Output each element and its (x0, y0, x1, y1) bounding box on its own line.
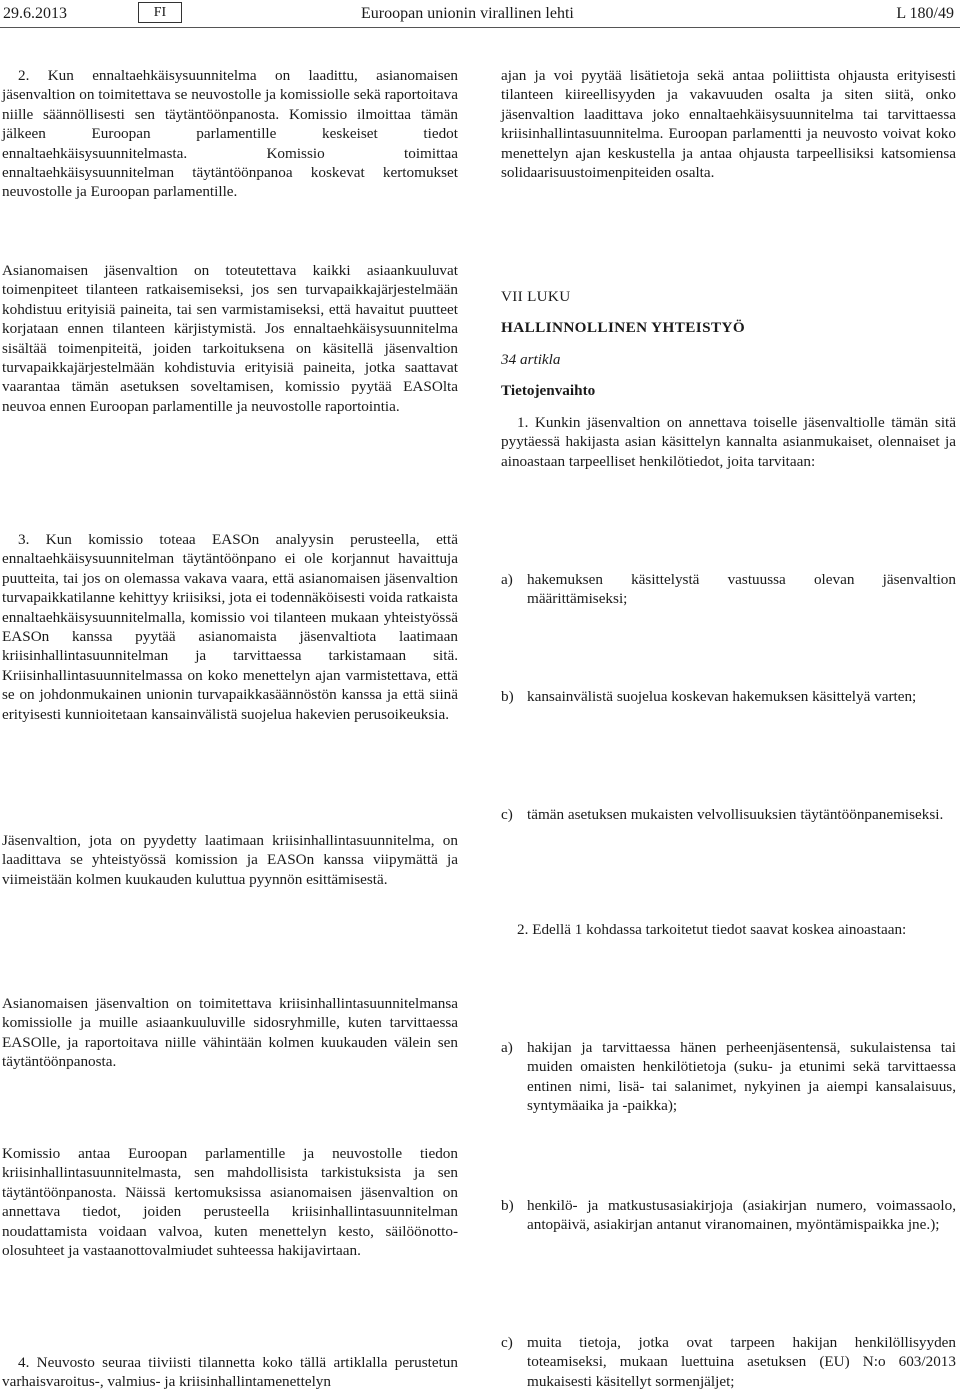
page-reference: L 180/49 (896, 5, 954, 22)
paragraph-crisis-plan-reporting: Asianomaisen jäsenvaltion on toimitettava kriisinhallintasuunnitelmansa komissiolle ja muille asiaankuuluville sidosryhmille, kuten tarvittaessa EASOlle, ja raportoitava niille vähintään kolmen kuukauden välein sen täytäntöönpanosta. (2, 995, 458, 1071)
list-item-text: hakemuksen käsittelystä vastuussa olevan jäsenvaltion määrittämiseksi; (527, 571, 956, 608)
list-item-label: c) (501, 806, 513, 823)
list-item-text: muita tietoja, jotka ovat tarpeen hakijan henkilöllisyyden toteamiseksi, mukaan luettuina asetuksen (EU) N:o 603/2013 mukaisesti käsitellyt sormenjäljet; (527, 1334, 956, 1390)
language-badge: FI (138, 2, 182, 23)
list-item-label: a) (501, 1039, 513, 1056)
article-title: Tietojenvaihto (501, 382, 596, 399)
paragraph-member-state-measures: Asianomaisen jäsenvaltion on toteutettava kaikki asiaankuuluvat toimenpiteet tilanteen ratkaisemiseksi, jos sen turvapaikkajärjestelmään kohdistuu erityisiä paineita, tai sen varmistamiseksi, että havaitut puutteet korjataan ennen tilanteen kärjistymistä. Jos ennaltaehkäisysuunnitelma sisältää toimenpiteitä, joiden tarkoituksena on käsitellä jäsenvaltion turvapaikkajärjestelmään kohdistuvia erityisiä paineita, jotka saattavat vaarantaa tämän asetuksen soveltamisen, komissio pyytää EASOlta neuvoa ennen Euroopan parlamentille ja neuvostolle raportointia. (2, 262, 458, 415)
paragraph-1-information-exchange: 1. Kunkin jäsenvaltion on annettava toiselle jäsenvaltiolle tämän sitä pyytäessä hakijasta asian käsittelyn kannalta asianmukaiset, olennaiset ja ainoastaan tarpeelliset henkilötiedot, joita tarvitaan: (501, 414, 956, 470)
chapter-number: VII LUKU (501, 288, 571, 305)
page-header (0, 0, 960, 34)
list-item-text: kansainvälistä suojelua koskevan hakemuksen käsittelyä varten; (527, 688, 917, 705)
list-item-label: b) (501, 688, 514, 705)
journal-title: Euroopan unionin virallinen lehti (361, 5, 574, 22)
list-item-text: hakijan ja tarvittaessa hänen perheenjäsentensä, sukulaistensa tai muiden omaisten henkilötietoja (suku- ja etunimi sekä tarvittaessa entinen nimi, lisä- tai salanimet, nykyinen ja aiempi kansalaisuus, syntymäaika ja -paikka); (527, 1039, 956, 1115)
paragraph-crisis-plan-drafting: Jäsenvaltion, jota on pyydetty laatimaan kriisinhallintasuunnitelma, on laadittava se yhteistyössä komission ja EASOn kanssa viipymättä ja viimeistään kolmen kuukauden kuluttua pyynnön esittämisestä. (2, 832, 458, 888)
chapter-title: HALLINNOLLINEN YHTEISTYÖ (501, 319, 746, 336)
paragraph-commission-information: Komissio antaa Euroopan parlamentille ja neuvostolle tiedon kriisinhallintasuunnitelmasta, sen mahdollisista tarkistuksista ja sen täytäntöönpanosta. Näissä kertomuksissa asianomaisen jäsenvaltion on annettava tiedot, joiden perusteella kriisinhallintasuunnitelman noudattamista voidaan valvoa, kuten menettelyn kesto, säilöönotto-olosuhteet ja vastaanottovalmiudet suhteessa hakijavirtaan. (2, 1145, 458, 1260)
list-item-text: henkilö- ja matkustusasiakirjoja (asiakirjan numero, voimassaolo, antopäivä, asiakirjan antanut viranomainen, myöntämispaikka jne.); (527, 1197, 956, 1234)
paragraph-2-information-scope: 2. Edellä 1 kohdassa tarkoitetut tiedot saavat koskea ainoastaan: (517, 921, 907, 938)
paragraph-continued: ajan ja voi pyytää lisätietoja sekä antaa poliittista ohjausta erityisesti tilanteen kiireellisyyden ja vakavuuden osalta ja siten siitä, onko jäsenvaltion laadittava joko ennaltaehkäisysuunnitelma tai tarvittaessa kriisinhallintasuunnitelma. Euroopan parlamentti ja neuvosto voivat koko menettelyn ajan keskustella ja antaa ohjausta tarpeellisiksi katsomiensa solidaarisuustoimenpiteiden osalta. (501, 67, 956, 182)
paragraph-2-prevention-plan: 2. Kun ennaltaehkäisysuunnitelma on laadittu, asianomaisen jäsenvaltion on toimitettava se neuvostolle ja komissiolle sekä raportoitava niille säännöllisesti sen täytäntöönpanosta. Komissio ilmoittaa tämän jälkeen Euroopan parlamentille keskeiset tiedot ennaltaehkäisysuunnitelmasta. Komissio toimittaa ennaltaehkäisysuunnitelman täytäntöönpanoa koskevat kertomukset neuvostolle ja Euroopan parlamentille. (2, 67, 458, 201)
publication-date: 29.6.2013 (3, 5, 67, 22)
paragraph-4-council-monitoring: 4. Neuvosto seuraa tiiviisti tilannetta koko tällä artiklalla perustetun varhaisvaroitus-, valmius- ja kriisinhallintamenettelyn (2, 1354, 458, 1391)
list-item-label: c) (501, 1334, 513, 1351)
list-item-label: b) (501, 1197, 514, 1214)
list-item-label: a) (501, 571, 513, 588)
list-item-text: tämän asetuksen mukaisten velvollisuuksien täytäntöönpanemiseksi. (527, 806, 944, 823)
article-number: 34 artikla (501, 351, 561, 368)
paragraph-3-crisis-plan: 3. Kun komissio toteaa EASOn analyysin perusteella, että ennaltaehkäisysuunnitelman täytäntöönpano ei ole korjannut havaittuja puutteita, tai jos on olemassa vakava vaara, että asianomaisen jäsenvaltion turvapaikkatilanne kehittyy kriisiksi, jota ei todennäköisesti voida ratkaista ennaltaehkäisysuunnitelmalla, komissio voi tilanteen mukaan yhteistyössä EASOn kanssa pyytää asianomaista jäsenvaltiota laatimaan kriisinhallintasuunnitelman ja tarvittaessa tarkistamaan sitä. Kriisinhallintasuunnitelmassa on koko menettelyn ajan varmistettava, että se on johdonmukainen unionin turvapaikkasäännöstön kanssa ja että siinä erityisesti kunnioitetaan kansainvälistä suojelua hakevien perusoikeuksia. (2, 531, 458, 723)
header-rule (0, 27, 960, 28)
